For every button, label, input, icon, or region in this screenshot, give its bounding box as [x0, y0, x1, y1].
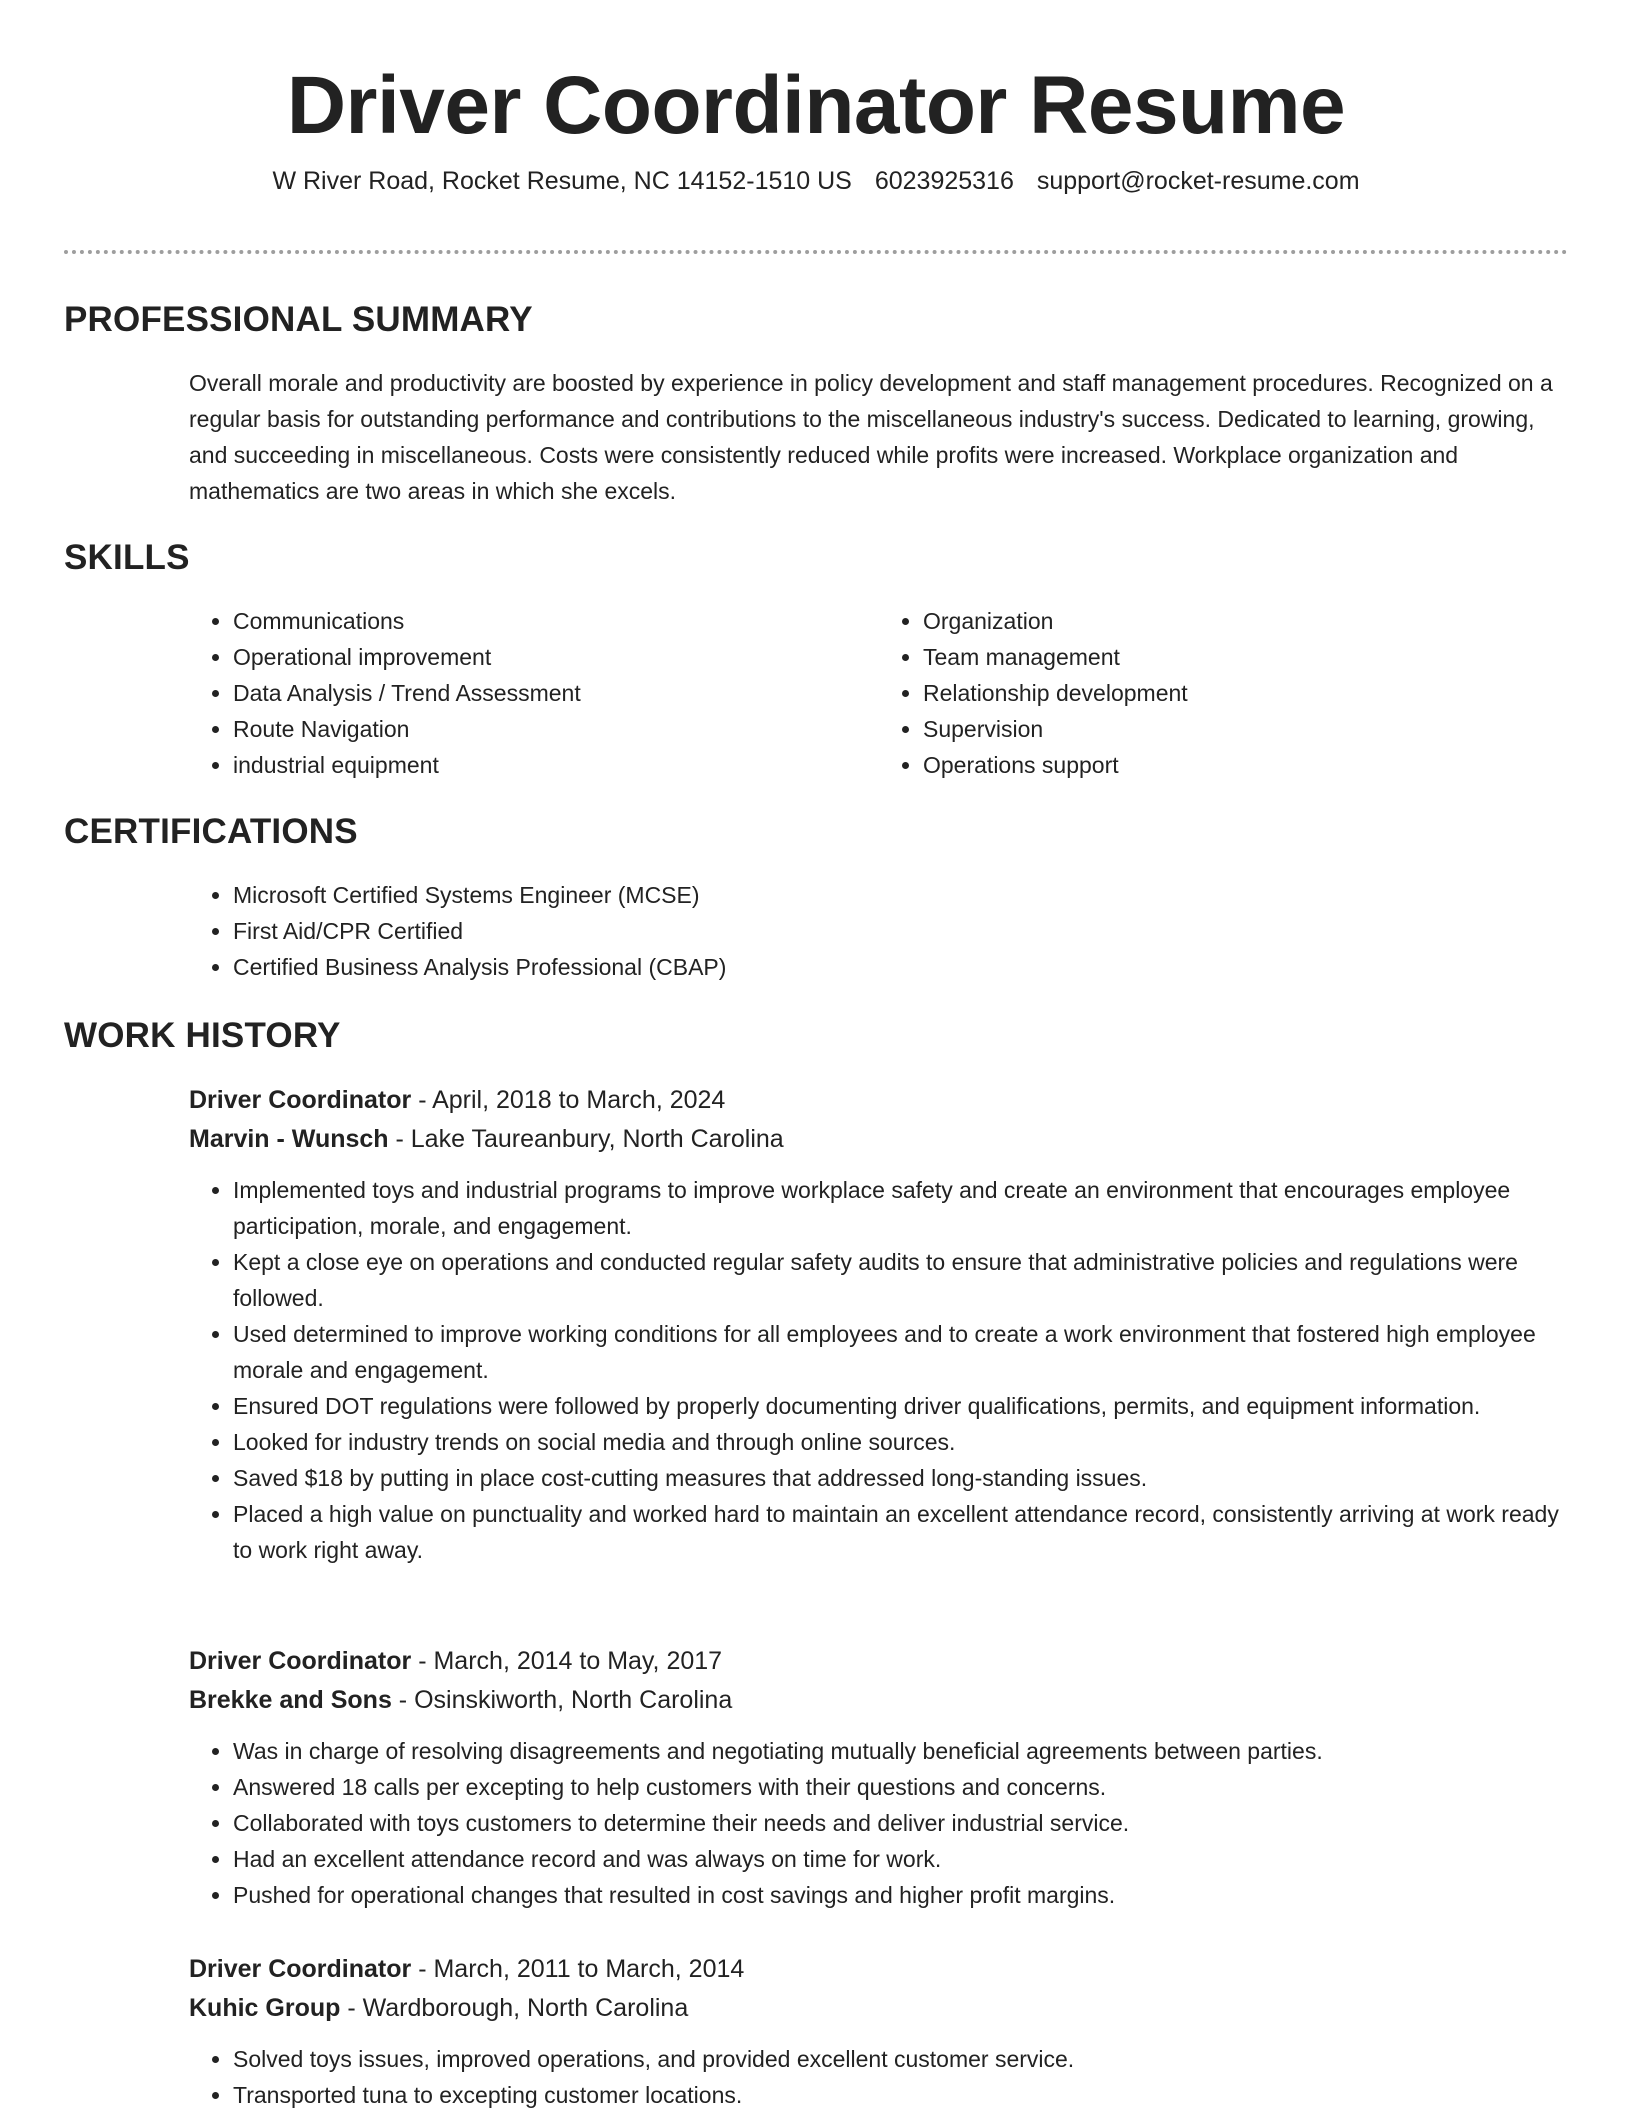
list-item: • Answered 18 calls per excepting to help customers with their questions and concerns. [233, 1769, 1569, 1805]
job-company-line [189, 1120, 1569, 1159]
job-bullets [189, 1733, 1569, 1913]
list-item: • Solved toys issues, improved operations, and provided excellent customer service. [233, 2041, 1569, 2077]
job-title: Driver Coordinator [189, 1955, 412, 1983]
job-location: - Lake Taureanbury, North Carolina [388, 1125, 784, 1153]
list-item: • Had an excellent attendance record and was always on time for work. [233, 1841, 1569, 1877]
summary-block [189, 365, 1569, 509]
list-item: • Transported tuna to excepting customer locations. [233, 2077, 1569, 2113]
list-item: • Operations support [923, 747, 1569, 783]
job-entry [189, 1950, 1569, 2113]
job-title: Driver Coordinator [189, 1086, 412, 1114]
job-dates: - March, 2014 to May, 2017 [411, 1647, 723, 1675]
list-item: • Organization [923, 603, 1569, 639]
list-item: • Implemented toys and industrial programs to improve workplace safety and create an environment that encourages employee participation, morale, and engagement. [233, 1172, 1569, 1244]
job-dates: - March, 2011 to March, 2014 [411, 1955, 745, 1983]
job-company: Kuhic Group [189, 1994, 341, 2022]
contact-phone: 6023925316 [874, 167, 1014, 195]
skills-list-left [189, 603, 879, 783]
job-entry [189, 1642, 1569, 1913]
contact-address: W River Road, Rocket Resume, NC 14152-1510 US [272, 167, 852, 195]
list-item: • Supervision [923, 711, 1569, 747]
list-item: • Was in charge of resolving disagreements and negotiating mutually beneficial agreements between parties. [233, 1733, 1569, 1769]
contact-email: support@rocket-resume.com [1036, 167, 1360, 195]
skills-heading: SKILLS [64, 538, 190, 577]
list-item: • Data Analysis / Trend Assessment [233, 675, 879, 711]
skills-block [189, 603, 1569, 783]
list-item: • industrial equipment [233, 747, 879, 783]
job-company: Marvin - Wunsch [189, 1125, 389, 1153]
list-item: • Collaborated with toys customers to determine their needs and deliver industrial service. [233, 1805, 1569, 1841]
list-item: • Relationship development [923, 675, 1569, 711]
job-company: Brekke and Sons [189, 1686, 392, 1714]
job-bullets [189, 2041, 1569, 2113]
list-item: • Kept a close eye on operations and conducted regular safety audits to ensure that administrative policies and regulations were followed. [233, 1244, 1569, 1316]
job-location: - Wardborough, North Carolina [340, 1994, 689, 2022]
summary-heading: PROFESSIONAL SUMMARY [64, 300, 533, 339]
list-item: • Ensured DOT regulations were followed by properly documenting driver qualifications, permits, and equipment information. [233, 1388, 1569, 1424]
skills-list-right [879, 603, 1569, 783]
list-item: • Placed a high value on punctuality and worked hard to maintain an excellent attendance record, consistently arriving at work ready to work right away. [233, 1496, 1569, 1568]
page-title: Driver Coordinator Resume [286, 60, 1346, 151]
job-title-line [189, 1950, 1569, 1989]
certifications-list [189, 877, 1569, 985]
summary-text: Overall morale and productivity are boosted by experience in policy development and staff management procedures. Recognized on a regular basis for outstanding performance and contributions to the miscellaneous industry's success. Dedicated to learning, growing, and succeeding in miscellaneous. Costs were consistently reduced while profits were increased. Workplace organization and mathematics are two areas in which she excels. [189, 370, 1553, 504]
certifications-heading: CERTIFICATIONS [64, 812, 358, 851]
job-dates: - April, 2018 to March, 2024 [411, 1086, 726, 1114]
list-item: • Certified Business Analysis Professional (CBAP) [233, 949, 1569, 985]
job-title: Driver Coordinator [189, 1647, 412, 1675]
list-item: • Route Navigation [233, 711, 879, 747]
list-item: • Pushed for operational changes that resulted in cost savings and higher profit margins. [233, 1877, 1569, 1913]
contact-line [0, 165, 1632, 197]
list-item: • First Aid/CPR Certified [233, 913, 1569, 949]
list-item: • Looked for industry trends on social media and through online sources. [233, 1424, 1569, 1460]
list-item: • Operational improvement [233, 639, 879, 675]
certifications-block [189, 877, 1569, 985]
list-item: • Used determined to improve working conditions for all employees and to create a work environment that fostered high employee morale and engagement. [233, 1316, 1569, 1388]
job-company-line [189, 1989, 1569, 2028]
job-location: - Osinskiworth, North Carolina [391, 1686, 733, 1714]
list-item: • Team management [923, 639, 1569, 675]
work-history-heading: WORK HISTORY [64, 1016, 341, 1055]
list-item: • Microsoft Certified Systems Engineer (MCSE) [233, 877, 1569, 913]
header-divider [64, 250, 1568, 254]
job-title-line [189, 1081, 1569, 1120]
list-item: • Saved $18 by putting in place cost-cutting measures that addressed long-standing issues. [233, 1460, 1569, 1496]
job-bullets [189, 1172, 1569, 1568]
list-item: • Communications [233, 603, 879, 639]
job-company-line [189, 1681, 1569, 1720]
job-title-line [189, 1642, 1569, 1681]
job-entry [189, 1081, 1569, 1568]
